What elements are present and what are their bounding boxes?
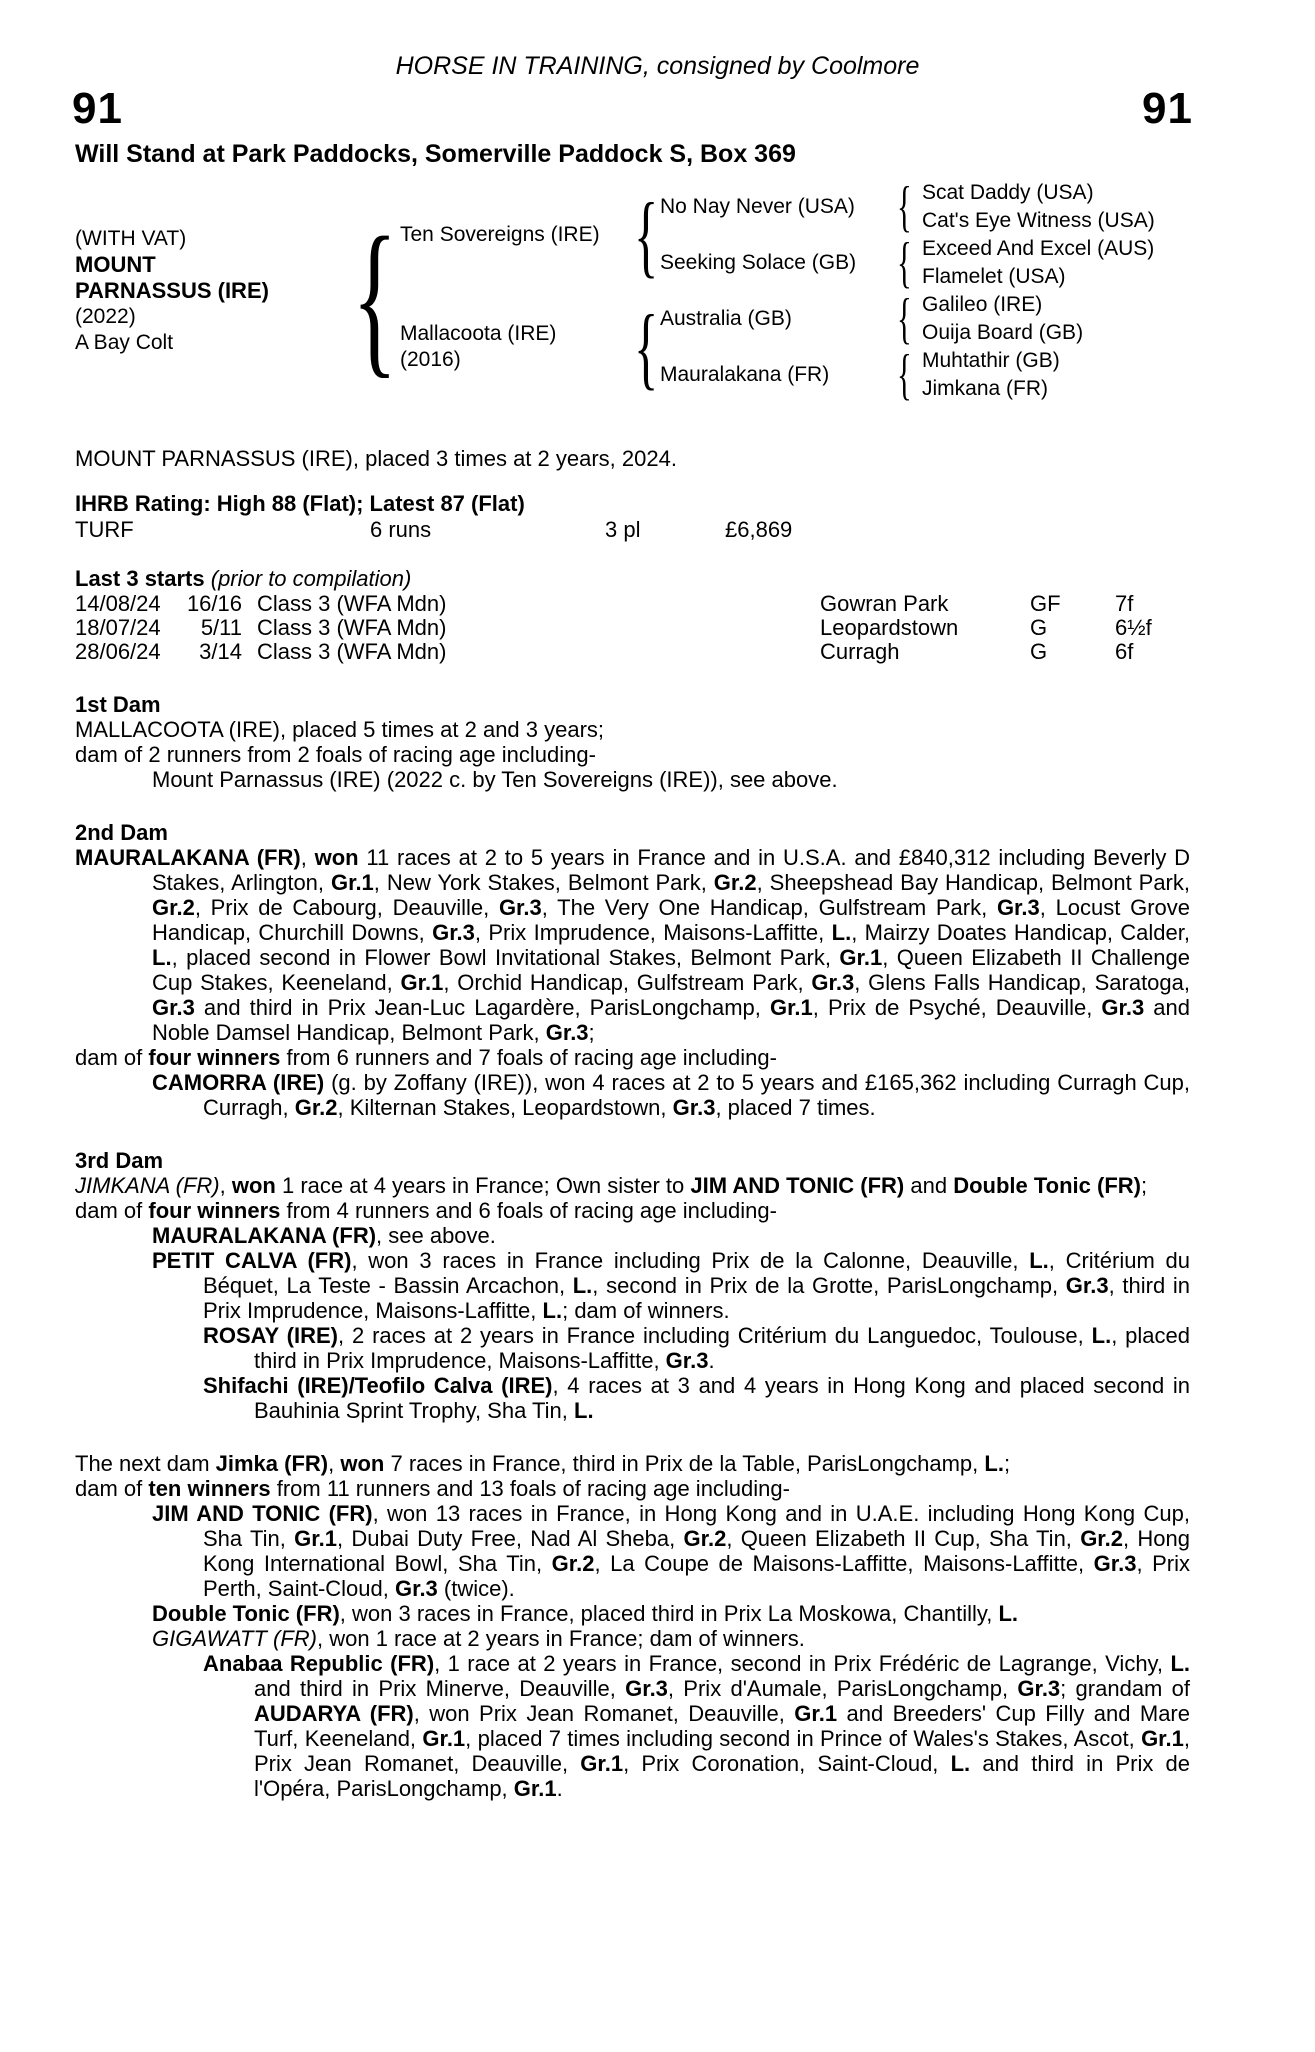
start-course: Curragh — [820, 639, 900, 664]
pedigree-text-paragraph: Mount Parnassus (IRE) (2022 c. by Ten Sovereigns (IRE)), see above. — [152, 767, 838, 792]
pedigree-text-paragraph: ROSAY (IRE), 2 races at 2 years in France including Critérium du Languedoc, Toulouse, L., placed third in Prix Imprudence, Maisons-Laffitte, Gr.3. — [203, 1323, 1191, 1373]
sire-name: Ten Sovereigns (IRE) — [400, 223, 600, 246]
dam-year: (2016) — [400, 348, 461, 371]
start-distance: 6f — [1115, 639, 1134, 664]
subject-name-line1: MOUNT — [75, 252, 156, 277]
surface-summary-row — [75, 517, 1190, 542]
pedigree-text-paragraph: Double Tonic (FR), won 3 races in France, placed third in Prix La Moskowa, Chantilly, L. — [152, 1601, 1019, 1626]
pedigree-text-paragraph: dam of four winners from 4 runners and 6 foals of racing age including- — [75, 1198, 777, 1223]
surface-label: TURF — [75, 517, 134, 542]
start-date: 14/08/24 — [75, 591, 161, 616]
pedigree-brace-gen2-2 — [897, 235, 912, 291]
catalogue-page — [0, 52, 1315, 1801]
start-course: Gowran Park — [820, 591, 949, 616]
pedigree-brace-main — [352, 212, 397, 384]
start-race: Class 3 (WFA Mdn) — [257, 639, 447, 664]
pedigree-ancestor-name: Muhtathir (GB) — [922, 349, 1060, 372]
start-position: 5/11 — [200, 615, 242, 640]
pedigree-ancestor-name: Cat's Eye Witness (USA) — [922, 209, 1155, 232]
lot-number-left: 91 — [72, 84, 123, 133]
pedigree-ancestor-name: Jimkana (FR) — [922, 377, 1049, 400]
pedigree-ancestor-name: Scat Daddy (USA) — [922, 181, 1094, 204]
pedigree-text-paragraph: dam of ten winners from 11 runners and 13 foals of racing age including- — [75, 1476, 790, 1501]
pedigree-tree — [0, 180, 1315, 412]
dam-section-heading: 2nd Dam — [75, 820, 168, 845]
pedigree-ancestor-name: Australia (GB) — [660, 307, 792, 330]
pedigree-text-paragraph: MALLACOOTA (IRE), placed 5 times at 2 and 3 years; — [75, 717, 605, 742]
table-row — [75, 616, 1315, 640]
race-record-headline: MOUNT PARNASSUS (IRE), placed 3 times at 2 years, 2024. — [75, 446, 677, 471]
pedigree-text-paragraph: CAMORRA (IRE) (g. by Zoffany (IRE)), won 4 races at 2 to 5 years and £165,362 including Curragh Cup, Curragh, Gr.2, Kilternan Stakes, Leopardstown, Gr.3, placed 7 times. — [152, 1070, 1191, 1120]
rating-line: IHRB Rating: High 88 (Flat); Latest 87 (Flat) — [75, 491, 525, 516]
lot-number-right: 91 — [1142, 84, 1193, 133]
pedigree-brace-sire — [634, 189, 658, 281]
subject-name-line2: PARNASSUS (IRE) — [75, 278, 269, 303]
table-row — [75, 640, 1315, 664]
last-starts-title-bold: Last 3 starts — [75, 566, 205, 591]
pedigree-ancestor-name: Galileo (IRE) — [922, 293, 1043, 316]
places-count: 3 pl — [605, 517, 641, 542]
pedigree-text-paragraph: dam of 2 runners from 2 foals of racing age including- — [75, 742, 596, 767]
start-date: 28/06/24 — [75, 639, 161, 664]
pedigree-text-paragraph: MAURALAKANA (FR), won 11 races at 2 to 5 years in France and in U.S.A. and £840,312 including Beverly D Stakes, Arlington, Gr.1, New York Stakes, Belmont Park, Gr.2, Sheepshead Bay Handicap, Belmont Park, Gr.2, Prix de Cabourg, Deauville, Gr.3, The Very One Handicap, Gulfstream Park, Gr.3, Locust Grove Handicap, Churchill Downs, Gr.3, Prix Imprudence, Maisons-Laffitte, L., Mairzy Doates Handicap, Calder, L., placed second in Flower Bowl Invitational Stakes, Belmont Park, Gr.1, Queen Elizabeth II Challenge Cup Stakes, Keeneland, Gr.1, Orchid Handicap, Gulfstream Park, Gr.3, Glens Falls Handicap, Saratoga, Gr.3 and third in Prix Jean-Luc Lagardère, ParisLongchamp, Gr.1, Prix de Psyché, Deauville, Gr.3 and Noble Damsel Handicap, Belmont Park, Gr.3; — [75, 845, 1191, 1045]
dam-section-heading: 3rd Dam — [75, 1148, 164, 1173]
start-going: GF — [1030, 591, 1061, 616]
start-position: 16/16 — [186, 591, 242, 616]
start-race: Class 3 (WFA Mdn) — [257, 591, 447, 616]
start-going: G — [1030, 615, 1048, 640]
pedigree-brace-gen2-1 — [897, 179, 912, 235]
start-distance: 6½f — [1115, 615, 1152, 640]
pedigree-text-paragraph: PETIT CALVA (FR), won 3 races in France including Prix de la Calonne, Deauville, L., Critérium du Béquet, La Teste - Bassin Arcachon, L., second in Prix de la Grotte, ParisLongchamp, Gr.3, third in Prix Imprudence, Maisons-Laffitte, L.; dam of winners. — [152, 1248, 1190, 1323]
pedigree-ancestor-name: Exceed And Excel (AUS) — [922, 237, 1155, 260]
dam-section-heading: 1st Dam — [75, 692, 161, 717]
pedigree-text-paragraph: Shifachi (IRE)/Teofilo Calva (IRE), 4 races at 3 and 4 years in Hong Kong and placed second in Bauhinia Sprint Trophy, Sha Tin, L. — [203, 1373, 1190, 1423]
pedigree-ancestor-name: No Nay Never (USA) — [660, 195, 855, 218]
start-distance: 7f — [1115, 591, 1134, 616]
pedigree-ancestor-name: Ouija Board (GB) — [922, 321, 1084, 344]
pedigree-text-paragraph: JIMKANA (FR), won 1 race at 4 years in France; Own sister to JIM AND TONIC (FR) and Double Tonic (FR); — [75, 1173, 1148, 1198]
subject-vat-note: (WITH VAT) — [75, 227, 187, 250]
last-starts-title-note: (prior to compilation) — [210, 566, 412, 591]
subject-description: A Bay Colt — [75, 331, 174, 354]
pedigree-ancestor-name: Flamelet (USA) — [922, 265, 1066, 288]
pedigree-text-paragraph: Anabaa Republic (FR), 1 race at 2 years in France, second in Prix Frédéric de Lagrange, Vichy, L. and third in Prix Minerve, Deauville, Gr.3, Prix d'Aumale, ParisLongchamp, Gr.3; grandam of AUDARYA (FR), won Prix Jean Romanet, Deauville, Gr.1 and Breeders' Cup Filly and Mare Turf, Keeneland, Gr.1, placed 7 times including second in Prince of Wales's Stakes, Ascot, Gr.1, Prix Jean Romanet, Deauville, Gr.1, Prix Coronation, Saint-Cloud, L. and third in Prix de l'Opéra, ParisLongchamp, Gr.1. — [203, 1651, 1191, 1801]
pedigree-text-paragraph: dam of four winners from 6 runners and 7 foals of racing age including- — [75, 1045, 777, 1070]
subject-foaling-year: (2022) — [75, 305, 136, 328]
runs-count: 6 runs — [370, 517, 432, 542]
pedigree-ancestor-name: Seeking Solace (GB) — [660, 251, 857, 274]
pedigree-brace-dam — [634, 301, 658, 393]
pedigree-text-paragraph: GIGAWATT (FR), won 1 race at 2 years in France; dam of winners. — [152, 1626, 805, 1651]
pedigree-brace-gen2-4 — [897, 347, 912, 403]
earnings-amount: £6,869 — [725, 517, 793, 542]
start-going: G — [1030, 639, 1048, 664]
lot-number-row — [72, 86, 1193, 132]
stand-location-line: Will Stand at Park Paddocks, Somerville Paddock S, Box 369 — [75, 140, 796, 168]
dam-name: Mallacoota (IRE) — [400, 322, 557, 345]
start-position: 3/14 — [199, 639, 242, 664]
pedigree-text-paragraph: MAURALAKANA (FR), see above. — [152, 1223, 496, 1248]
last-starts-title — [75, 566, 1190, 591]
dam-sections — [75, 692, 1190, 1801]
last-starts-table — [75, 592, 1315, 664]
pedigree-text-paragraph: JIM AND TONIC (FR), won 13 races in France, in Hong Kong and in U.A.E. including Hong Kong Cup, Sha Tin, Gr.1, Dubai Duty Free, Nad Al Sheba, Gr.2, Queen Elizabeth II Cup, Sha Tin, Gr.2, Hong Kong International Bowl, Sha Tin, Gr.2, La Coupe de Maisons-Laffitte, Maisons-Laffitte, Gr.3, Prix Perth, Saint-Cloud, Gr.3 (twice). — [152, 1501, 1190, 1601]
table-row — [75, 592, 1315, 616]
pedigree-brace-gen2-3 — [897, 291, 912, 347]
start-race: Class 3 (WFA Mdn) — [257, 615, 447, 640]
pedigree-ancestor-name: Mauralakana (FR) — [660, 363, 830, 386]
start-course: Leopardstown — [820, 615, 959, 640]
start-date: 18/07/24 — [75, 615, 161, 640]
pedigree-text-paragraph: The next dam Jimka (FR), won 7 races in France, third in Prix de la Table, ParisLongchamp, L.; — [75, 1451, 1011, 1476]
consignment-header: HORSE IN TRAINING, consigned by Coolmore — [395, 52, 920, 80]
